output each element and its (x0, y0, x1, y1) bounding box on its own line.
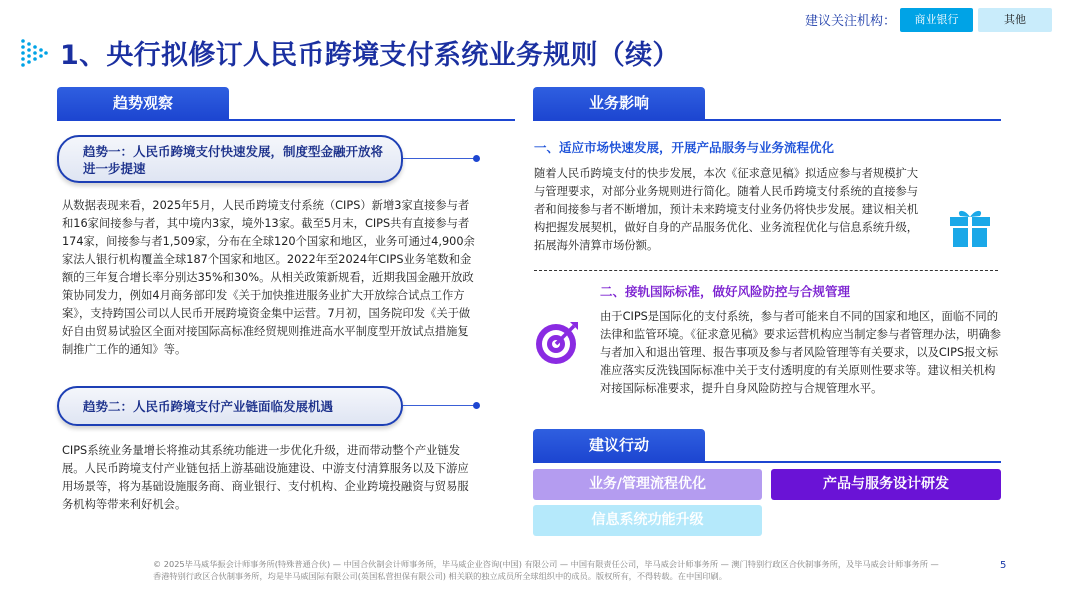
impact1-title: 一、适应市场快速发展，开展产品服务与业务流程优化 (534, 140, 835, 155)
section-title-impact: 业务影响 (533, 87, 705, 119)
trend1-pill: 趋势一：人民币跨境支付快速发展，制度型金融开放将进一步提速 (57, 135, 403, 183)
section-divider (533, 119, 1001, 121)
trend1-dot (473, 155, 480, 162)
trend1-connector (403, 158, 475, 159)
impact1-body: 随着人民币跨境支付的快步发展，本次《征求意见稿》拟适应参与者规模扩大与管理要求，对部分业务规则进行简化。随着人民币跨境支付系统的直接参与者和间接参与者不断增加，预计未来跨境支付业务仍将快步发展。建议相关机构把握发展契机，做好自身的产品服务优化、业务流程优化与信息系统升级，拓展海外清算市场份额。 (534, 167, 919, 252)
section-title-action: 建议行动 (533, 429, 705, 461)
action-product-design-button[interactable]: 产品与服务设计研发 (771, 469, 1001, 500)
action-system-upgrade-button[interactable]: 信息系统功能升级 (533, 505, 762, 536)
impact-divider (534, 270, 998, 271)
tag-other[interactable]: 其他 (978, 8, 1052, 32)
trend1-body: 从数据表现来看，2025年5月，人民币跨境支付系统（CIPS）新增3家直接参与者和16家间接参与者，其中境内3家，境外13家。截至5月末，CIPS共有直接参与者174家，间接参与者1,509家，分布在全球120个国家和地区，业务可通过4,900余家法人银行机构覆盖全球187个国家和地区。2022年至2024年CIPS业务笔数和金额的三年复合增长率分别达35%和30%。从相关政策新规看，近期我国金融开放政策协同发力，例如4月商务部印发《关于加快推进服务业扩大开放综合试点工作方案》，支持跨国公司以人民币开展跨境资金集中运营。7月初，国务院印发《关于做好自由贸易试验区全面对接国际高标准经贸规则推进高水平制度型开放试点措施复制推广工作的通知》等。 (62, 199, 475, 356)
trend2-body: CIPS系统业务量增长将推动其系统功能进一步优化升级，进而带动整个产业链发展。人民币跨境支付产业链包括上游基础设施建设、中游支付清算服务以及下游应用场景等，将为基础设施服务商、商业银行、支付机构、企业跨境投融资与贸易服务机构等带来利好机会。 (62, 444, 469, 511)
footer-copyright: © 2025毕马威华振会计师事务所(特殊普通合伙) — 中国合伙制会计师事务所，毕马威企业咨询(中国) 有限公司 — 中国有限责任公司，毕马威会计师事务所 — 澳门特别行政区合伙制事务所，及毕马威会计师事务所 — 香港特别行政区合伙制事务所，均是毕马威国际有限公司(英国私营担保有限公司) 相关联的独立成员所全球组织中的成员。版权所有，不得转载。在中国印刷。 (153, 559, 939, 581)
action-process-optimization-button[interactable]: 业务/管理流程优化 (533, 469, 762, 500)
page-title: 1、央行拟修订人民币跨境支付系统业务规则（续） (60, 40, 680, 71)
gift-icon (948, 206, 992, 248)
tag-commercial-bank[interactable]: 商业银行 (900, 8, 973, 32)
trend2-pill: 趋势二：人民币跨境支付产业链面临发展机遇 (57, 386, 403, 426)
target-icon (534, 318, 582, 366)
section-title-trends: 趋势观察 (57, 87, 229, 119)
section-divider (533, 461, 1001, 463)
trend2-dot (473, 402, 480, 409)
section-divider (57, 119, 515, 121)
trend2-connector (403, 405, 475, 406)
institution-label: 建议关注机构： (805, 14, 897, 29)
impact2-title: 二、接轨国际标准，做好风险防控与合规管理 (600, 284, 851, 299)
impact2-body: 由于CIPS是国际化的支付系统，参与者可能来自不同的国家和地区，面临不同的法律和监管环境。《征求意见稿》要求运营机构应当制定参与者管理办法，明确参与者加入和退出管理、报告事项及参与者风险管理等有关要求，以及CIPS报文标准应落实反洗钱国际标准中关于支付透明度的有关原则性要求等。建议相关机构对接国际标准要求，提升自身风险防控与合规管理水平。 (600, 310, 1002, 395)
page-number: 5 (1000, 560, 1007, 571)
logo-arrow-icon (20, 38, 48, 70)
